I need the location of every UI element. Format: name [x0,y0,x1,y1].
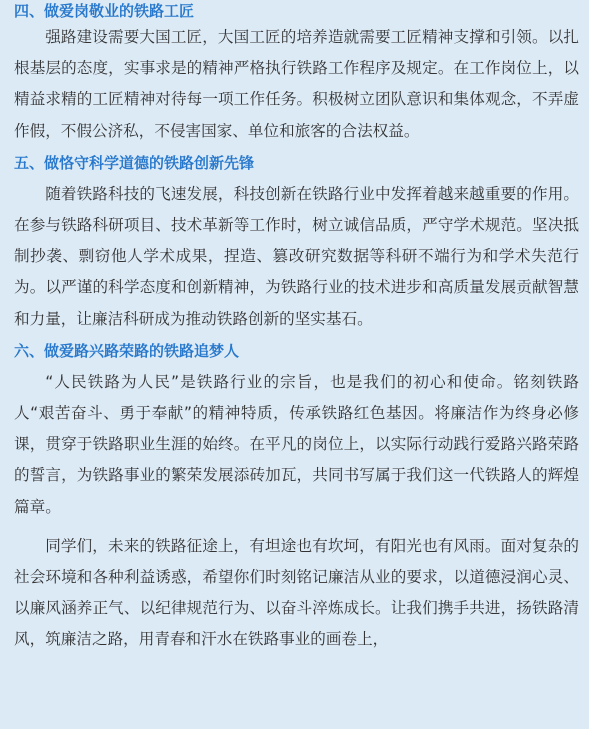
section-heading-4: 四、做爱岗敬业的铁路工匠 [14,2,195,20]
section-6-paragraph-2: 同学们，未来的铁路征途上，有坦途也有坎坷，有阳光也有风雨。面对复杂的社会环境和各种利益诱惑，希望你们时刻铭记廉洁从业的要求，以道德浸润心灵、以廉风涵养正气、以纪律规范行为、以奋斗淬炼成长。让我们携手共进，扬铁路清风，筑廉洁之路，用青春和汗水在铁路事业的画卷上， [14,536,579,649]
section-4-paragraph: 强路建设需要大国工匠，大国工匠的培养造就需要工匠精神支撑和引领。以扎根基层的态度，实事求是的精神严格执行铁路工作程序及规定。在工作岗位上，以精益求精的工匠精神对待每一项工作任务。积极树立团队意识和集体观念，不弄虚作假，不假公济私，不侵害国家、单位和旅客的合法权益。 [14,28,579,140]
section-6-paragraph-1: “人民铁路为人民”是铁路行业的宗旨，也是我们的初心和使命。铭刻铁路人“艰苦奋斗、勇于奉献”的精神特质，传承铁路红色基因。将廉洁作为终身必修课，贯穿于铁路职业生涯的始终。在平凡的岗位上，以实际行动践行爱路兴路荣路的誓言，为铁路事业的繁荣发展添砖加瓦，共同书写属于我们这一代铁路人的辉煌篇章。 [14,372,579,516]
section-5-paragraph: 随着铁路科技的飞速发展，科技创新在铁路行业中发挥着越来越重要的作用。在参与铁路科研项目、技术革新等工作时，树立诚信品质，严守学术规范。坚决抵制抄袭、剽窃他人学术成果，捏造、篡改研究数据等科研不端行为和学术失范行为。以严谨的科学态度和创新精神，为铁路行业的技术进步和高质量发展贡献智慧和力量，让廉洁科研成为推动铁路创新的坚实基石。 [14,184,579,328]
section-heading-6: 六、做爱路兴路荣路的铁路追梦人 [14,341,240,360]
section-heading-5: 五、做恪守科学道德的铁路创新先锋 [14,153,255,172]
